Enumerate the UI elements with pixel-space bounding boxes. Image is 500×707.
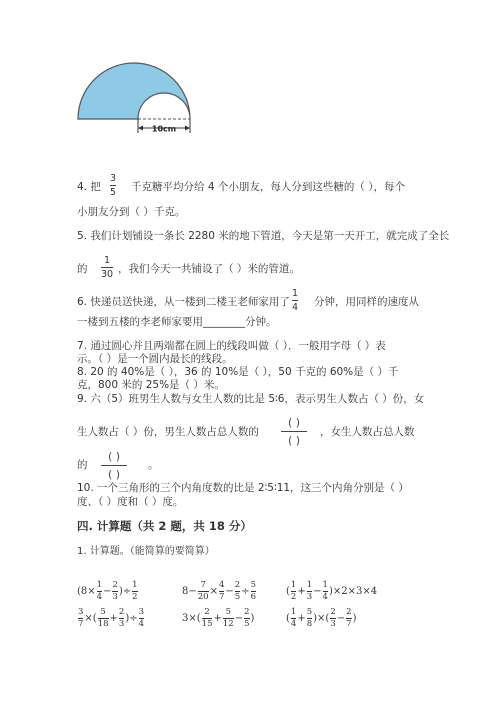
q6-text-line2: 一楼到五楼的李老师家要用________分钟。 (77, 316, 277, 328)
expression-1 (77, 581, 139, 602)
q9-text-c: 的 (77, 459, 88, 471)
q9-blank-fraction-2 (101, 450, 127, 481)
expr4-frac3: 2 3 (118, 607, 125, 629)
expr1-close: )÷ (118, 586, 132, 597)
expr1-open: (8× (77, 586, 96, 597)
expr3-open: ( (286, 586, 290, 597)
q4-text-line2: 小朋友分到（ ）千克。 (77, 206, 186, 218)
q8-text-line2: 克，800 米的 25%是（ ）米。 (77, 379, 225, 391)
q6-frac-den: 4 (292, 302, 299, 313)
expr4-times: ×( (84, 613, 97, 624)
expression-2 (182, 581, 257, 602)
q9-blank-den-2: ( ) (107, 468, 121, 481)
expr1-frac1: 1 4 (96, 580, 103, 602)
q9-blank-fraction-1 (281, 416, 307, 447)
q4-fraction (110, 173, 116, 198)
q9-blank-den: ( ) (287, 434, 301, 447)
q5-frac-num: 1 (104, 255, 111, 266)
expr3-plus: + (297, 586, 306, 597)
q9-text-b: ，女生人数占总人数 (320, 426, 415, 438)
q9-text-line1: 9. 六（5）班男生人数与女生人数的比是 5∶6，表示男生人数占（ ）份，女 (77, 393, 425, 405)
q4-text-b: 千克糖平均分给 4 个小朋友，每人分到这些糖的（ ），每个 (131, 181, 405, 193)
expr2-frac4: 5 6 (250, 580, 257, 602)
q6-text-b: 分钟，用同样的速度从 (314, 296, 419, 308)
expr2-frac2: 4 7 (218, 580, 225, 602)
section-title: 四. 计算题（共 2 题，共 18 分） (77, 519, 252, 533)
expr6-frac4: 2 7 (346, 607, 352, 629)
q9-blank-num: ( ) (287, 416, 301, 429)
expr3-minus: − (313, 586, 322, 597)
expr5-frac1: 2 15 (201, 607, 213, 629)
expr2-lead: 8− (182, 586, 197, 597)
expression-5 (182, 608, 254, 629)
expr5-lead: 3×( (182, 613, 201, 624)
q5-text-line1: 5. 我们计划铺设一条长 2280 米的地下管道，今天是第一天开工，就完成了全长 (77, 230, 450, 242)
q9-text-d: 。 (148, 459, 159, 471)
expr1-frac2: 2 3 (112, 580, 118, 602)
q10-text-line2: 度、（ ）度和（ ）度。 (77, 496, 184, 508)
q5-fraction (101, 255, 113, 280)
expr6-close: ) (352, 613, 357, 624)
expr4-plus: + (109, 613, 118, 624)
q7-text-line2: 示。（ ）是一个圆内最长的线段。 (77, 353, 233, 365)
expr3-frac2: 1 3 (306, 580, 313, 602)
expr5-frac3: 2 5 (244, 607, 250, 629)
q4-frac-den: 5 (110, 187, 117, 198)
semicircle-figure (74, 58, 194, 140)
q5-text-b: ，我们今天一共铺设了（ ）米的管道。 (118, 263, 300, 275)
expr5-frac2: 5 12 (222, 607, 234, 629)
q4-text-a: 4. 把 (77, 181, 101, 193)
expr6-frac3: 2 3 (330, 607, 336, 629)
expression-6 (286, 608, 356, 629)
expression-3 (286, 581, 377, 602)
expr4-frac4: 3 4 (138, 607, 145, 629)
q6-frac-num: 1 (292, 288, 299, 299)
calc-instruction: 1. 计算题。（能简算的要简算） (77, 546, 215, 557)
q9-text-a: 生人数占（ ）份，男生人数占总人数的 (77, 426, 259, 438)
expr3-frac1: 1 2 (290, 580, 297, 602)
expr6-frac1: 1 4 (290, 607, 297, 629)
expr3-frac3: 1 4 (322, 580, 328, 602)
expr3-tail: )×2×3×4 (328, 586, 378, 597)
expr5-minus: − (234, 613, 244, 624)
expr6-open: ( (286, 613, 290, 624)
expr2-divide: ÷ (241, 586, 250, 597)
expr6-mid: )×( (313, 613, 330, 624)
expr4-frac1: 3 7 (78, 607, 84, 629)
q5-frac-den: 30 (101, 269, 114, 280)
q4-frac-num: 3 (110, 173, 117, 184)
expr2-frac3: 2 5 (234, 580, 241, 602)
dimension-arrowhead-right (185, 126, 190, 131)
q7-text-line1: 7. 通过圆心并且两端都在圆上的线段叫做（ ）．一般用字母（ ）表 (77, 340, 386, 352)
q9-blank-num-2: ( ) (107, 450, 121, 463)
q6-text-a: 6. 快递员送快递，从一楼到二楼王老师家用了 (77, 296, 290, 308)
expr6-frac2: 5 8 (306, 607, 313, 629)
expr2-frac1: 7 20 (197, 580, 209, 602)
expr5-plus: + (213, 613, 222, 624)
expr4-close: )÷ (125, 613, 138, 624)
q5-text-a: 的 (77, 263, 88, 275)
dimension-label: 10cm (151, 124, 177, 134)
q8-text-line1: 8. 20 的 40%是（ ），36 的 10%是（ ），50 千克的 60%是（ ）千 (77, 366, 399, 378)
expr6-minus: − (336, 613, 346, 624)
expr4-frac2: 5 18 (97, 607, 109, 629)
dimension-arrowhead-left (138, 126, 143, 131)
expr6-plus: + (297, 613, 306, 624)
expr1-frac3: 1 2 (132, 580, 138, 602)
expr2-times: × (209, 586, 218, 597)
shaded-region (78, 63, 190, 119)
expr1-minus: − (103, 586, 112, 597)
expression-4 (77, 608, 145, 629)
expr2-minus: − (225, 586, 234, 597)
q10-text-line1: 10. 一个三角形的三个内角度数的比是 2∶5∶11，这三个内角分别是（ ） (77, 482, 409, 494)
expr5-close: ) (250, 613, 255, 624)
q6-fraction (292, 288, 298, 313)
